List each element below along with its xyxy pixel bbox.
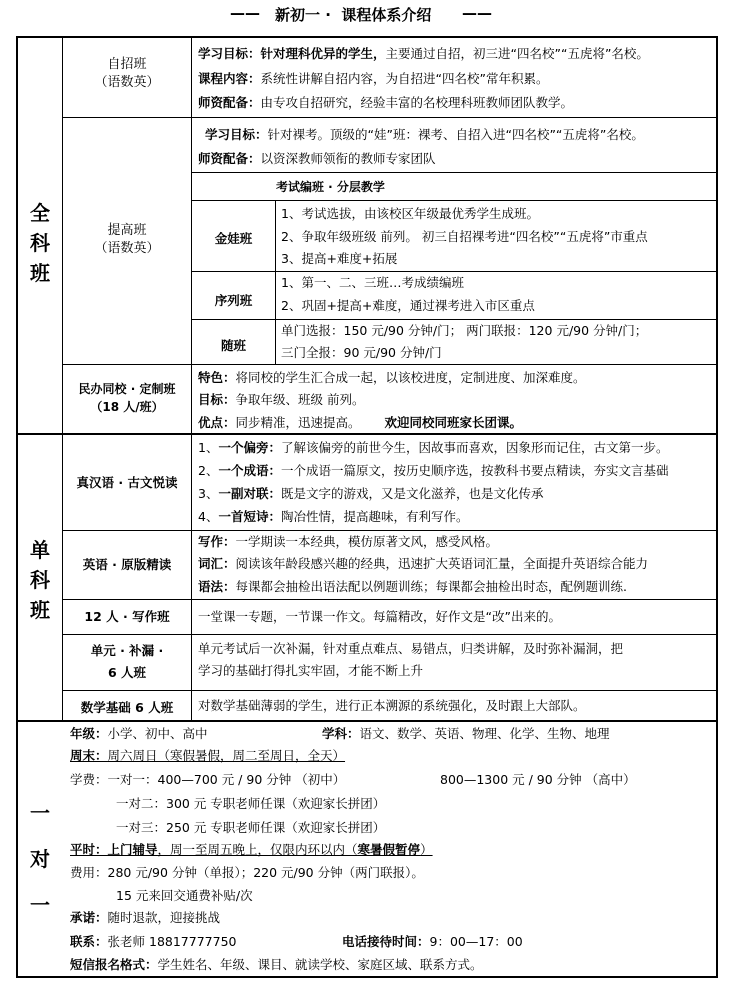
row-line bbox=[62, 599, 718, 600]
zhenhanyu-line-4: 4、一首短诗：陶冶性情，提高趣味，有利写作。 bbox=[198, 509, 469, 524]
jinwa-class-name: 金娃班 bbox=[214, 231, 253, 246]
jinwa-line-3: 3、提高+难度+拓展 bbox=[281, 251, 398, 266]
row-line bbox=[62, 117, 718, 118]
tigao-fenceng: 考试编班 · 分层教学 bbox=[276, 180, 385, 194]
zhenhanyu-line-1: 1、一个偏旁：了解该偏旁的前世今生，因故事而喜欢，因象形而记住，古文第一步。 bbox=[198, 440, 669, 455]
yidui-butie: 15 元来回交通费补贴/次 bbox=[116, 888, 253, 903]
name-col-line bbox=[191, 36, 192, 722]
suiban-line-1: 单门选报：150 元/90 分钟/门； 两门联报：120 元/90 分钟/门； bbox=[281, 323, 648, 338]
row-line bbox=[62, 690, 718, 691]
xulie-line-1: 1、第一、二、三班…考成绩编班 bbox=[281, 275, 464, 290]
yidui-xuefei-1b: 800—1300 元 / 90 分钟 （高中） bbox=[440, 772, 636, 787]
yidui-nianji: 年级：小学、初中、高中 bbox=[70, 726, 208, 741]
yidui-xuefei-2: 一对二：300 元 专职老师任课（欢迎家长拼团） bbox=[116, 796, 386, 811]
yidui-zhoumo: 周末：周六周日（寒假暑假，周二至周日，全天） bbox=[70, 748, 346, 763]
jinwa-line-2: 2、争取年级班级 前列。 初三自招裸考进“四名校”“五虎将”市重点 bbox=[281, 229, 648, 244]
zizhao-line-1: 学习目标：针对理科优异的学生，主要通过自招，初三进“四名校”“五虎将”名校。 bbox=[198, 46, 649, 61]
divider-quanke-danke bbox=[16, 433, 718, 435]
section-danke-label: 单 科 班 bbox=[30, 538, 50, 622]
minban-line-3: 优点：同步精准，迅速提高。 欢迎同校同班家长团课。 bbox=[198, 415, 523, 430]
yingyu-class-name: 英语 · 原版精读 bbox=[82, 557, 172, 572]
tigao-line-2: 师资配备：以资深教师领衔的教师专家团队 bbox=[198, 151, 436, 166]
minban-line-1: 特色：将同校的学生汇合成一起，以该校进度，定制进度、加深难度。 bbox=[198, 370, 586, 385]
yidui-xuefei-3: 一对三：250 元 专职老师任课（欢迎家长拼团） bbox=[116, 820, 386, 835]
subclass-col-line bbox=[275, 200, 276, 364]
zizhao-line-3: 师资配备：由专攻自招研究，经验丰富的名校理科班教师团队教学。 bbox=[198, 95, 574, 110]
yidui-lianxi: 联系：张老师 18817777750 bbox=[70, 934, 237, 949]
suiban-class-name: 随班 bbox=[220, 338, 246, 353]
yingyu-line-1: 写作：一学期读一本经典，模仿原著文风，感受风格。 bbox=[198, 534, 499, 549]
row-line bbox=[62, 634, 718, 635]
page-title bbox=[0, 0, 730, 30]
zhenhanyu-class-name: 真汉语 · 古文悦读 bbox=[76, 475, 178, 490]
shuxue-class-name: 数学基础 6 人班 bbox=[80, 700, 174, 715]
jinwa-line-1: 1、考试选拔，由该校区年级最优秀学生成班。 bbox=[281, 206, 539, 221]
tigao-class-name: 提高班 （语数英） bbox=[94, 223, 160, 256]
row-line bbox=[191, 172, 718, 173]
yingyu-line-3: 语法：每课都会抽检出语法配以例题训练；每课都会抽检出时态，配例题训练. bbox=[198, 579, 627, 594]
tigao-line-1: 学习目标：针对裸考。顶级的“娃”班：裸考、自招入进“四名校”“五虎将”名校。 bbox=[205, 127, 644, 142]
row-line bbox=[191, 271, 718, 272]
yidui-xueke: 学科：语文、数学、英语、物理、化学、生物、地理 bbox=[322, 726, 610, 741]
xiezuo-text: 一堂课一专题，一节课一作文。每篇精改，好作文是“改”出来的。 bbox=[198, 609, 561, 624]
yidui-xuefei-1: 学费：一对一：400—700 元 / 90 分钟 （初中） bbox=[70, 772, 346, 787]
row-line bbox=[191, 319, 718, 320]
shuxue-text: 对数学基础薄弱的学生，进行正本溯源的系统强化，及时跟上大部队。 bbox=[198, 698, 586, 713]
title-right-dash: —— bbox=[462, 4, 492, 22]
minban-class-name: 民办同校 · 定制班 （18 人/班） bbox=[78, 382, 176, 414]
danyuan-line-2: 学习的基础打得扎实牢固，才能不断上升 bbox=[198, 663, 424, 678]
section-quanke-label: 全 科 班 bbox=[30, 201, 50, 285]
title-left-dash: —— bbox=[230, 4, 260, 22]
yidui-duanxin: 短信报名格式：学生姓名、年级、课目、就读学校、家庭区域、联系方式。 bbox=[70, 957, 483, 972]
zhenhanyu-line-3: 3、一副对联：既是文字的游戏，又是文化滋养，也是文化传承 bbox=[198, 486, 544, 501]
suiban-line-2: 三门全报：90 元/90 分钟/门 bbox=[281, 345, 442, 360]
divider-danke-yidui bbox=[16, 720, 718, 722]
section-yidui-label: 一 对 一 bbox=[30, 801, 50, 917]
xulie-line-2: 2、巩固+提高+难度，通过裸考进入市区重点 bbox=[281, 298, 535, 313]
row-line bbox=[191, 200, 718, 201]
yingyu-line-2: 词汇：阅读该年龄段感兴趣的经典，迅速扩大英语词汇量，全面提升英语综合能力 bbox=[198, 556, 649, 571]
xulie-class-name: 序列班 bbox=[214, 293, 253, 308]
yidui-dianhua: 电话接待时间：9：00—17：00 bbox=[342, 934, 523, 949]
zhenhanyu-line-2: 2、一个成语：一个成语一篇原文，按历史顺序选，按教科书要点精读，夯实文言基础 bbox=[198, 463, 669, 478]
zizhao-line-2: 课程内容：系统性讲解自招内容，为自招进“四名校”常年积累。 bbox=[198, 71, 549, 86]
danyuan-line-1: 单元考试后一次补漏，针对重点难点、易错点，归类讲解，及时弥补漏洞，把 bbox=[198, 641, 624, 656]
yidui-chengnuo: 承诺：随时退款，迎接挑战 bbox=[70, 910, 221, 925]
danyuan-class-name: 单元 · 补漏 · 6 人班 bbox=[90, 643, 164, 680]
yidui-pingshi: 平时：上门辅导，周一至周五晚上，仅限内环以内（寒暑假暂停） bbox=[70, 842, 433, 857]
xiezuo-class-name: 12 人 · 写作班 bbox=[84, 609, 170, 624]
title-text: 新初一 · 课程体系介绍 bbox=[275, 6, 432, 24]
row-line bbox=[62, 530, 718, 531]
row-line bbox=[62, 364, 718, 365]
minban-line-2: 目标：争取年级、班级 前列。 bbox=[198, 392, 365, 407]
zizhao-class-name: 自招班 （语数英） bbox=[94, 57, 160, 90]
yidui-feiyong: 费用：280 元/90 分钟（单报）；220 元/90 分钟（两门联报）。 bbox=[70, 865, 424, 880]
